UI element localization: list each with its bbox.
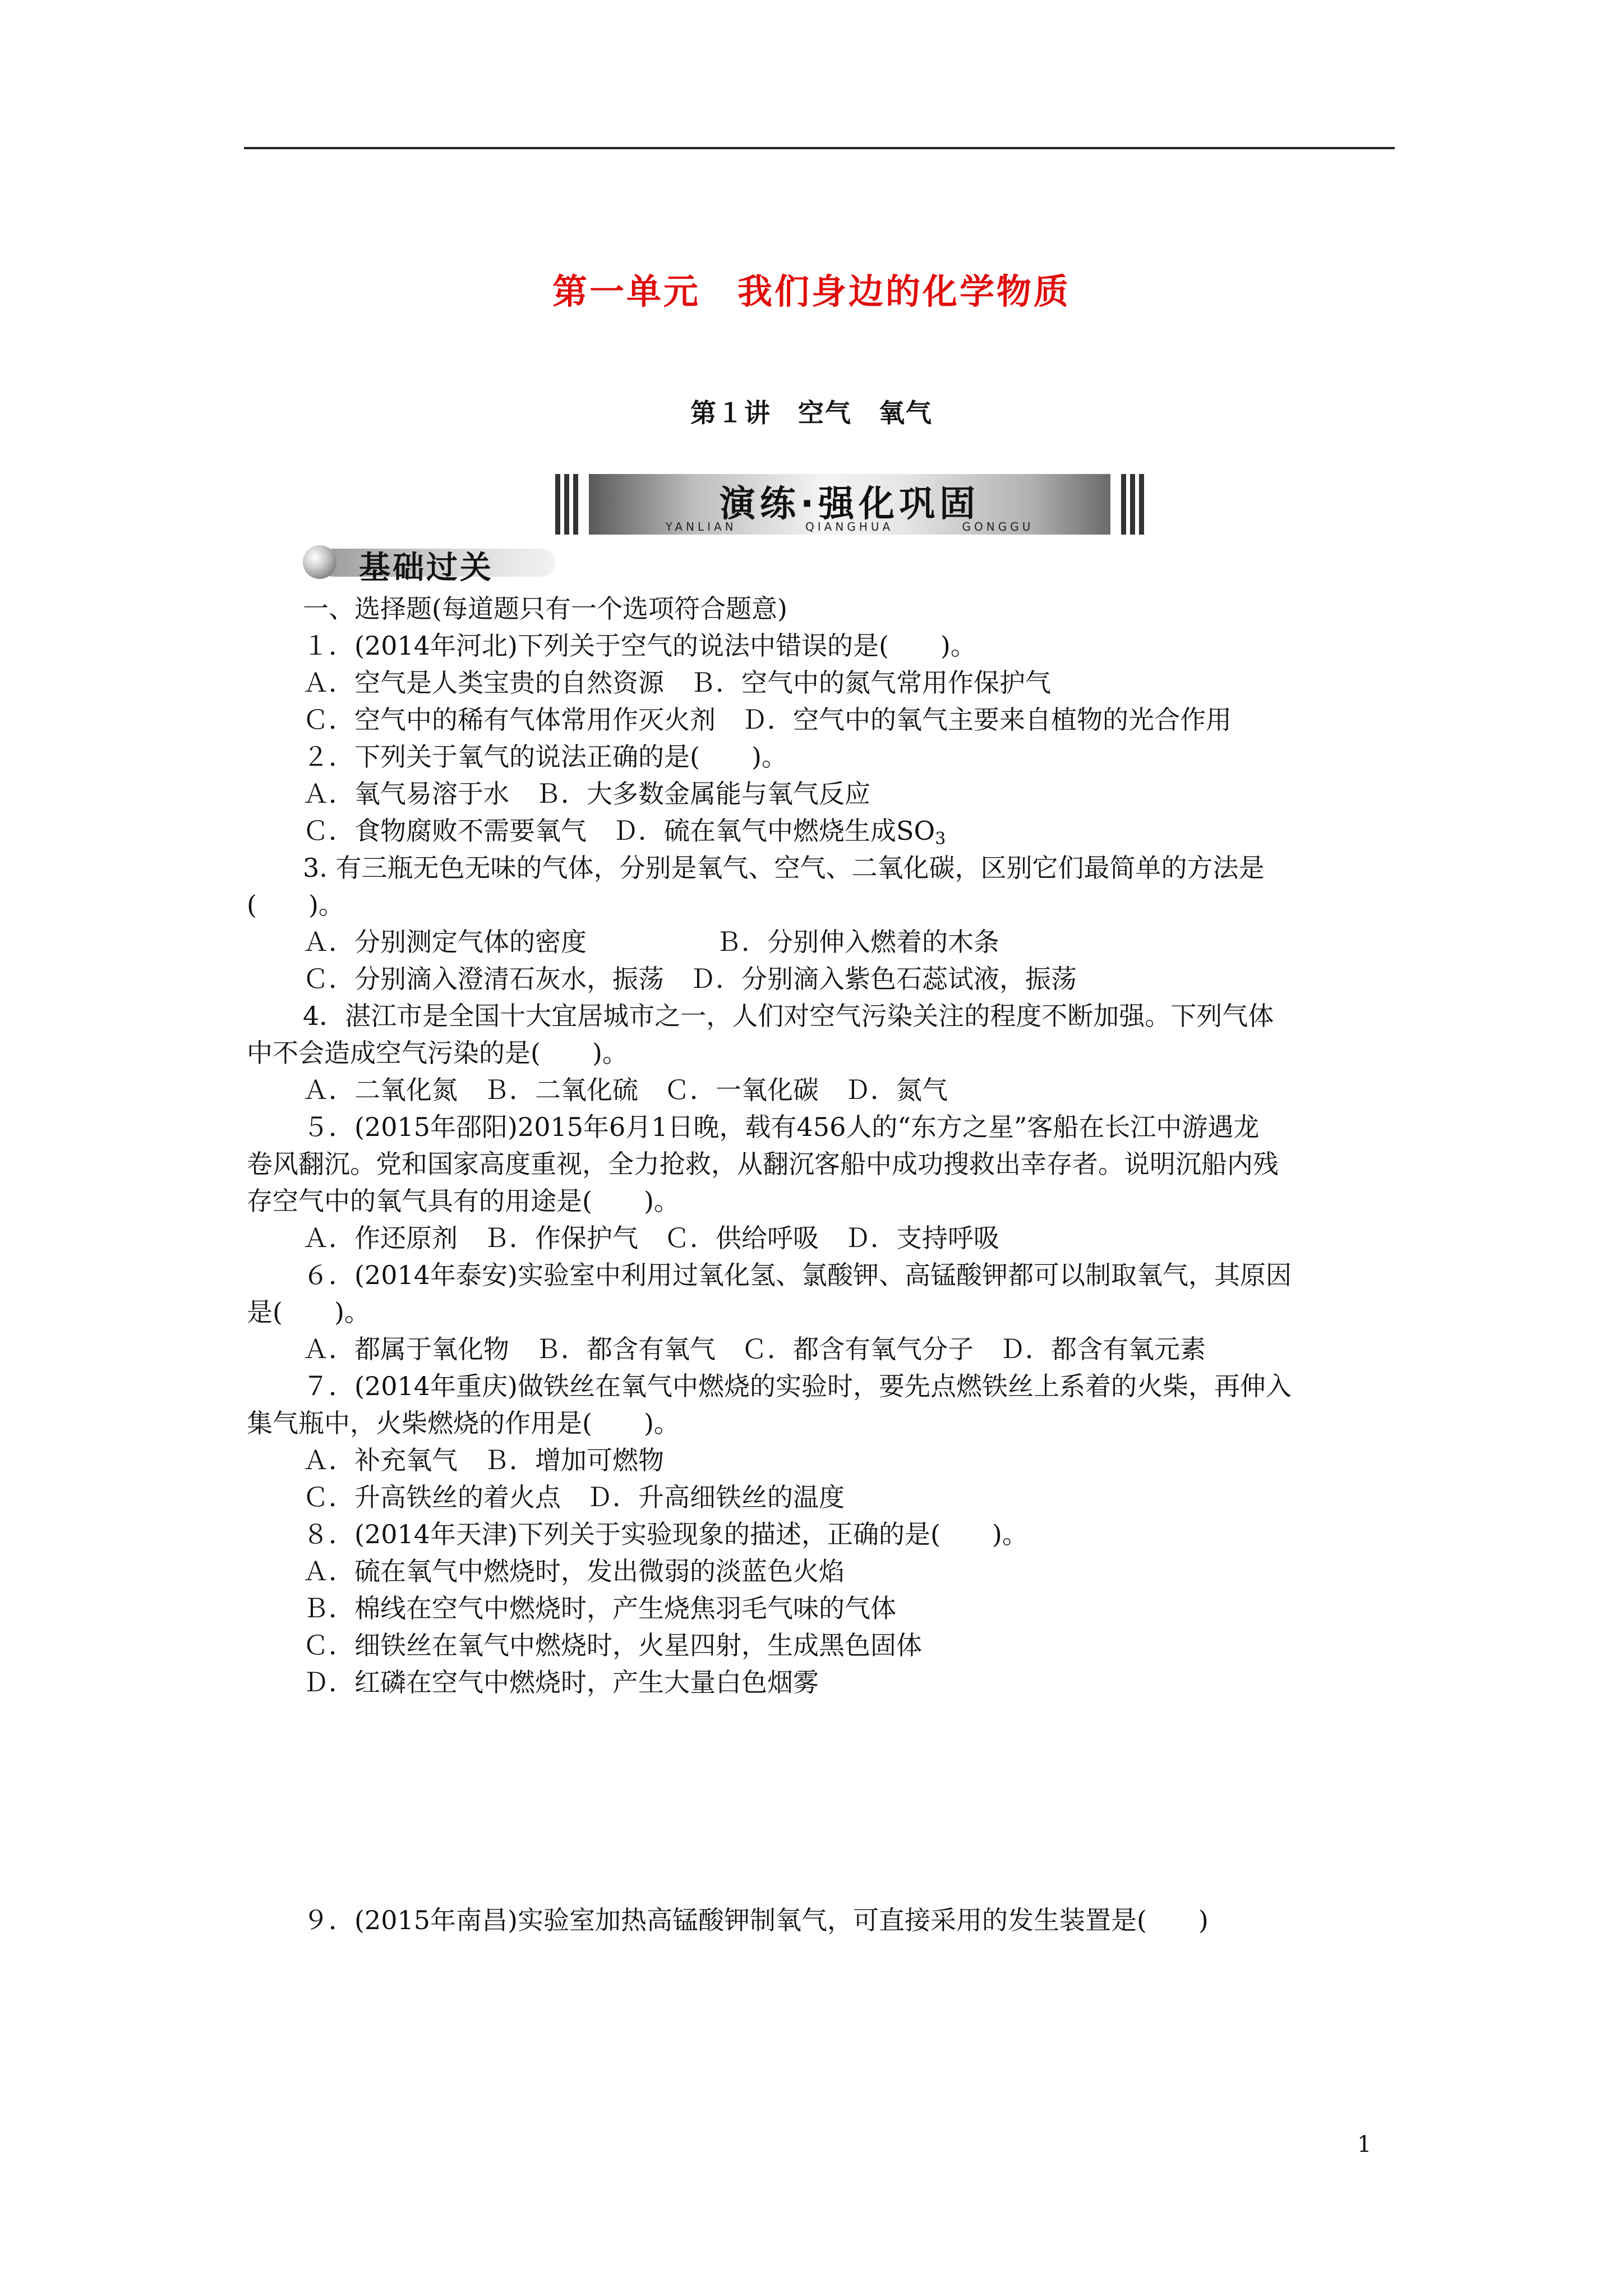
section-ball-icon xyxy=(303,545,336,579)
question-2-options-ab: Ａ．氧气易溶于水 Ｂ．大多数金属能与氧气反应 xyxy=(303,779,870,809)
question-3: 3. 有三瓶无色无味的气体，分别是氧气、空气、二氧化碳，区别它们最简单的方法是 xyxy=(303,853,1265,883)
question-1-options-ab: Ａ．空气是人类宝贵的自然资源 Ｂ．空气中的氮气常用作保护气 xyxy=(303,668,1051,698)
question-4-continued: 中不会造成空气污染的是( )。 xyxy=(247,1038,628,1068)
question-5-continued-1: 卷风翻沉。党和国家高度重视，全力抢救，从翻沉客船中成功搜救出幸存者。说明沉船内残 xyxy=(247,1149,1279,1179)
section-heading xyxy=(303,543,561,586)
question-5-options: Ａ．作还原剂 Ｂ．作保护气 Ｃ．供给呼吸 Ｄ．支持呼吸 xyxy=(303,1223,999,1253)
question-1: １．(2014年河北)下列关于空气的说法中错误的是( )。 xyxy=(303,631,976,661)
question-2-options-cd-text: Ｃ．食物腐败不需要氧气 Ｄ．硫在氧气中燃烧生成SO xyxy=(303,816,935,846)
page-number: 1 xyxy=(1357,2132,1372,2157)
question-7-options-ab: Ａ．补充氧气 Ｂ．增加可燃物 xyxy=(303,1445,664,1475)
header-rule xyxy=(244,147,1395,149)
question-7: ７．(2014年重庆)做铁丝在氧气中燃烧的实验时，要先点燃铁丝上系着的火柴，再伸入 xyxy=(303,1371,1292,1401)
unit-title: 第一单元 我们身边的化学物质 xyxy=(552,271,1071,312)
question-4: 4．湛江市是全国十大宜居城市之一，人们对空气污染关注的程度不断加强。下列气体 xyxy=(303,1001,1274,1031)
question-5-continued-2: 存空气中的氧气具有的用途是( )。 xyxy=(247,1186,680,1216)
question-4-options: Ａ．二氧化氮 Ｂ．二氧化硫 Ｃ．一氧化碳 Ｄ．氮气 xyxy=(303,1075,948,1105)
question-8-option-a: Ａ．硫在氧气中燃烧时，发出微弱的淡蓝色火焰 xyxy=(303,1556,845,1586)
section-label: 基础过关 xyxy=(359,550,494,586)
question-7-options-cd: Ｃ．升高铁丝的着火点 Ｄ．升高细铁丝的温度 xyxy=(303,1482,845,1512)
banner-title: 演练·强化巩固 xyxy=(719,484,980,525)
question-6: ６．(2014年泰安)实验室中利用过氧化氢、氯酸钾、高锰酸钾都可以制取氧气，其原因 xyxy=(303,1260,1292,1290)
question-3-options-ab: Ａ．分别测定气体的密度 Ｂ．分别伸入燃着的木条 xyxy=(303,927,999,957)
question-9: ９．(2015年南昌)实验室加热高锰酸钾制氧气，可直接采用的发生装置是( ) xyxy=(303,1905,1209,1935)
question-8: ８．(2014年天津)下列关于实验现象的描述，正确的是( )。 xyxy=(303,1519,1028,1549)
section-banner xyxy=(555,474,1144,535)
question-2-options-cd xyxy=(303,818,946,848)
question-8-option-b: Ｂ．棉线在空气中燃烧时，产生烧焦羽毛气味的气体 xyxy=(303,1593,896,1623)
banner-subtitle: YANLIAN QIANGHUA GONGGU xyxy=(665,520,1034,533)
lesson-title: 第１讲 空气 氧气 xyxy=(690,398,933,428)
question-8-option-c: Ｃ．细铁丝在氧气中燃烧时，火星四射，生成黑色固体 xyxy=(303,1630,922,1660)
question-3-continued: ( )。 xyxy=(247,890,344,920)
question-5: ５．(2015年邵阳)2015年6月1日晚，载有456人的“东方之星”客船在长江中游遇龙 xyxy=(303,1112,1260,1142)
subscript-3: 3 xyxy=(935,829,946,849)
question-2: ２．下列关于氧气的说法正确的是( )。 xyxy=(303,742,787,772)
question-type-heading: 一、选择题(每道题只有一个选项符合题意) xyxy=(303,593,787,624)
question-3-options-cd: Ｃ．分别滴入澄清石灰水，振荡 Ｄ．分别滴入紫色石蕊试液，振荡 xyxy=(303,964,1077,994)
question-6-options: Ａ．都属于氧化物 Ｂ．都含有氧气 Ｃ．都含有氧气分子 Ｄ．都含有氧元素 xyxy=(303,1334,1206,1364)
question-6-continued: 是( )。 xyxy=(247,1297,370,1327)
question-7-continued: 集气瓶中，火柴燃烧的作用是( )。 xyxy=(247,1408,680,1438)
question-8-option-d: Ｄ．红磷在空气中燃烧时，产生大量白色烟雾 xyxy=(303,1667,819,1697)
question-1-options-cd: Ｃ．空气中的稀有气体常用作灭火剂 Ｄ．空气中的氧气主要来自植物的光合作用 xyxy=(303,705,1232,735)
